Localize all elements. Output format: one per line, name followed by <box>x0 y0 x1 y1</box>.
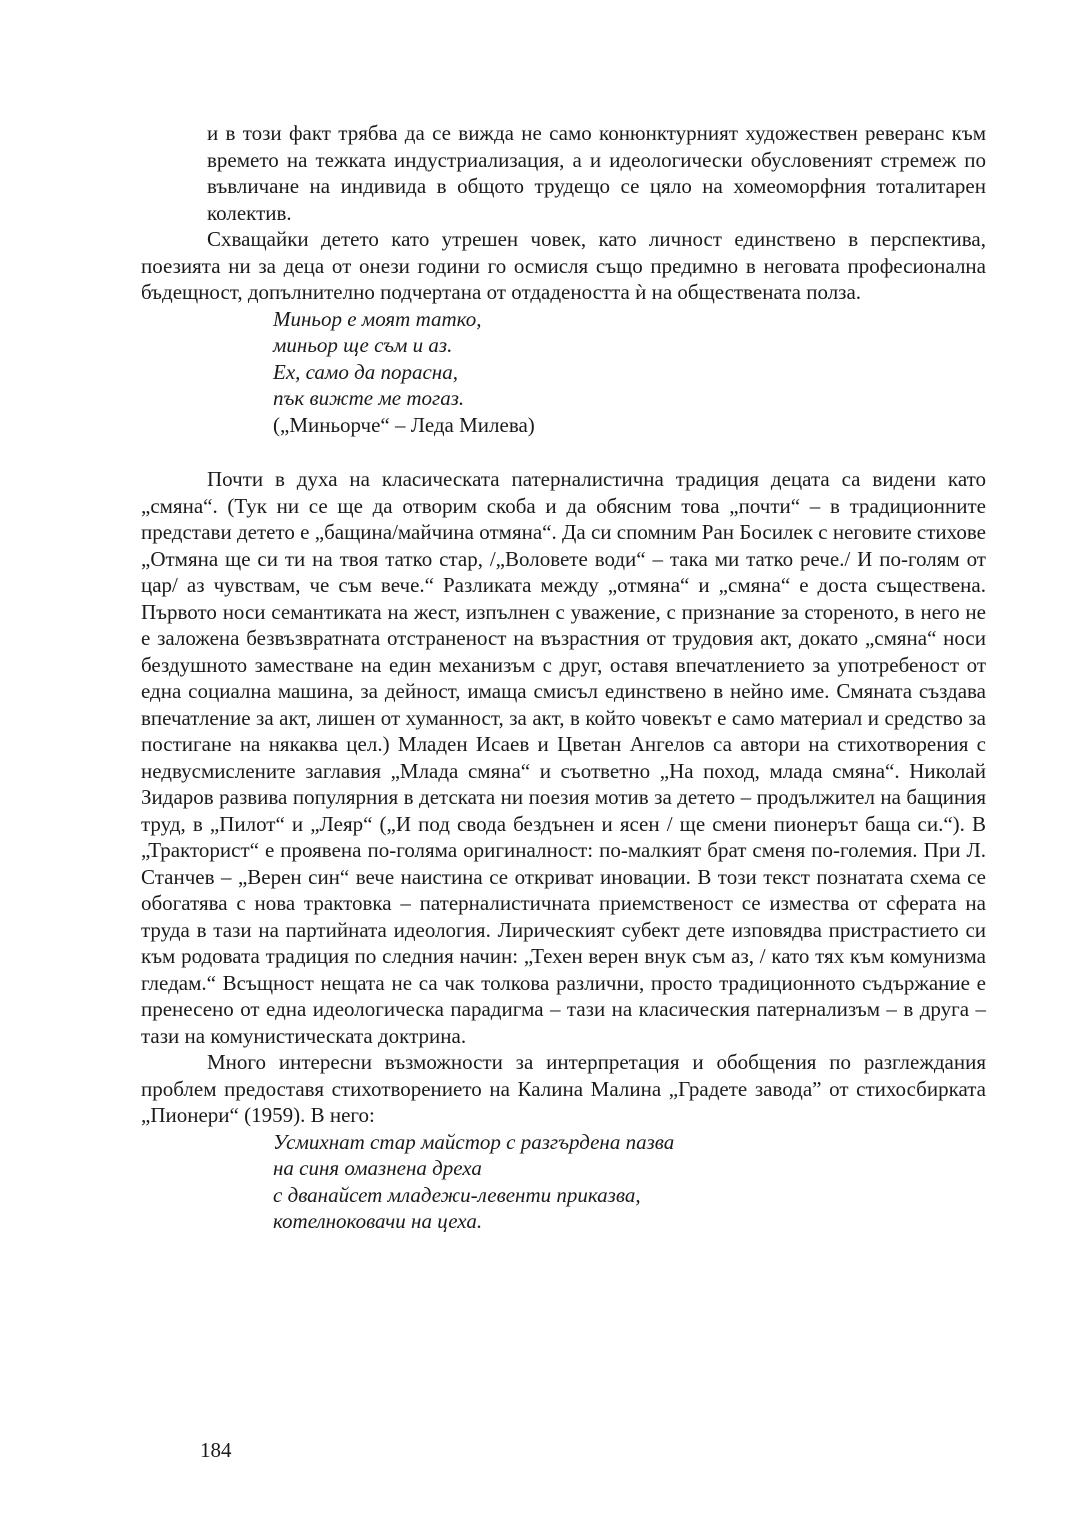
paragraph-paternalist-tradition: Почти в духа на класическата патерналистична традиция децата са видени като „смяна“. (Тук ни се ще да отворим скоба и да обясним това „почти“ – в традиционните представи детето е „бащина/майчина отмяна“. Да си спомним Ран Босилек с неговите стихове „Отмяна ще си ти на твоя татко стар, /„Воловете води“ – така ми татко рече./ И по-голям от цар/ аз чувствам, че съм вече.“ Разликата между „отмяна“ и „смяна“ е доста съществена. Първото носи семантиката на жест, изпълнен с уважение, с признание за стореното, в него не е заложена безвъзвратната отстраненост на възрастния от трудовия акт, докато „смяна“ носи бездушното заместване на един механизъм с друг, оставя впечатлението за употребеност от една социална машина, за дейност, имаща смисъл единствено в нейно име. Смяната създава впечатление за акт, лишен от хуманност, за акт, в който човекът е само материал и средство за постигане на някаква цел.) Младен Исаев и Цветан Ангелов са автори на стихотворения с недвусмислените заглавия „Млада смяна“ и съответно „На поход, млада смяна“. Николай Зидаров развива популярния в детската ни поезия мотив за детето – продължител на бащиния труд, в „Пилот“ и „Леяр“ („И под свода бездънен и ясен / ще смени пионерът баща си.“). В „Тракторист“ е проявена по-голяма оригиналност: по-малкият брат сменя по-големия. При Л. Станчев – „Верен син“ вече наистина се откриват иновации. В този текст познатата схема се обогатява с нова трактовка – патерналистичната приемственост се измества от сферата на труда в тази на партийната идеология. Лирическият субект дете изповядва пристрастието си към родовата традиция по следния начин: „Техен верен внук съм аз, / като тях към комунизма гледам.“ Всъщност нещата не са чак толкова различни, просто традиционното съдържание е пренесено от една идеологическа парадигма – тази на класическия патернализъм – в друга – тази на комунистическата доктрина. <box>141 467 986 1048</box>
poem-build-the-factory <box>273 1129 986 1235</box>
poem-line: котелноковачи на цеха. <box>273 1209 483 1233</box>
poem-line: Усмихнат стар майстор с разгърдена пазва <box>273 1129 675 1154</box>
page-number: 184 <box>200 1438 232 1462</box>
paragraph-child-as-future-person: Схващайки детето като утрешен човек, като личност единствено в перспектива, поезията ни за деца от онези години го осмисля също предимно в неговата професионална бъдещност, допълнително подчертана от отдадеността ѝ на обществената полза. <box>141 227 986 304</box>
poem-line: миньор ще съм и аз. <box>273 333 453 357</box>
poem-line: Миньор е моят татко, <box>273 306 482 331</box>
poem-miner <box>273 306 986 439</box>
page-body <box>141 120 986 1235</box>
paragraph-kalina-malina: Много интересни възможности за интерпретация и обобщения по разглеждания проблем предоставя стихотворението на Калина Малина „Градете завода” от стихосбирката „Пионери“ (1959). В него: <box>141 1050 986 1127</box>
poem-line: пък вижте ме тогаз. <box>273 386 465 410</box>
poem-line: с дванайсет младежи-левенти приказва, <box>273 1182 641 1207</box>
poem-line: на синя омазнена дреха <box>273 1156 482 1180</box>
paragraph-continued: и в този факт трябва да се вижда не само конюнктурният художествен реверанс към времето на тежката индустриализация, а и идеологически обусловеният стремеж по въвличане на индивида в общото трудещо се цяло на хомеоморфния тоталитарен колектив. <box>207 121 986 225</box>
spacer <box>141 438 986 466</box>
poem-source: („Миньорче“ – Леда Милева) <box>273 412 535 437</box>
poem-line: Ех, само да порасна, <box>273 359 458 384</box>
